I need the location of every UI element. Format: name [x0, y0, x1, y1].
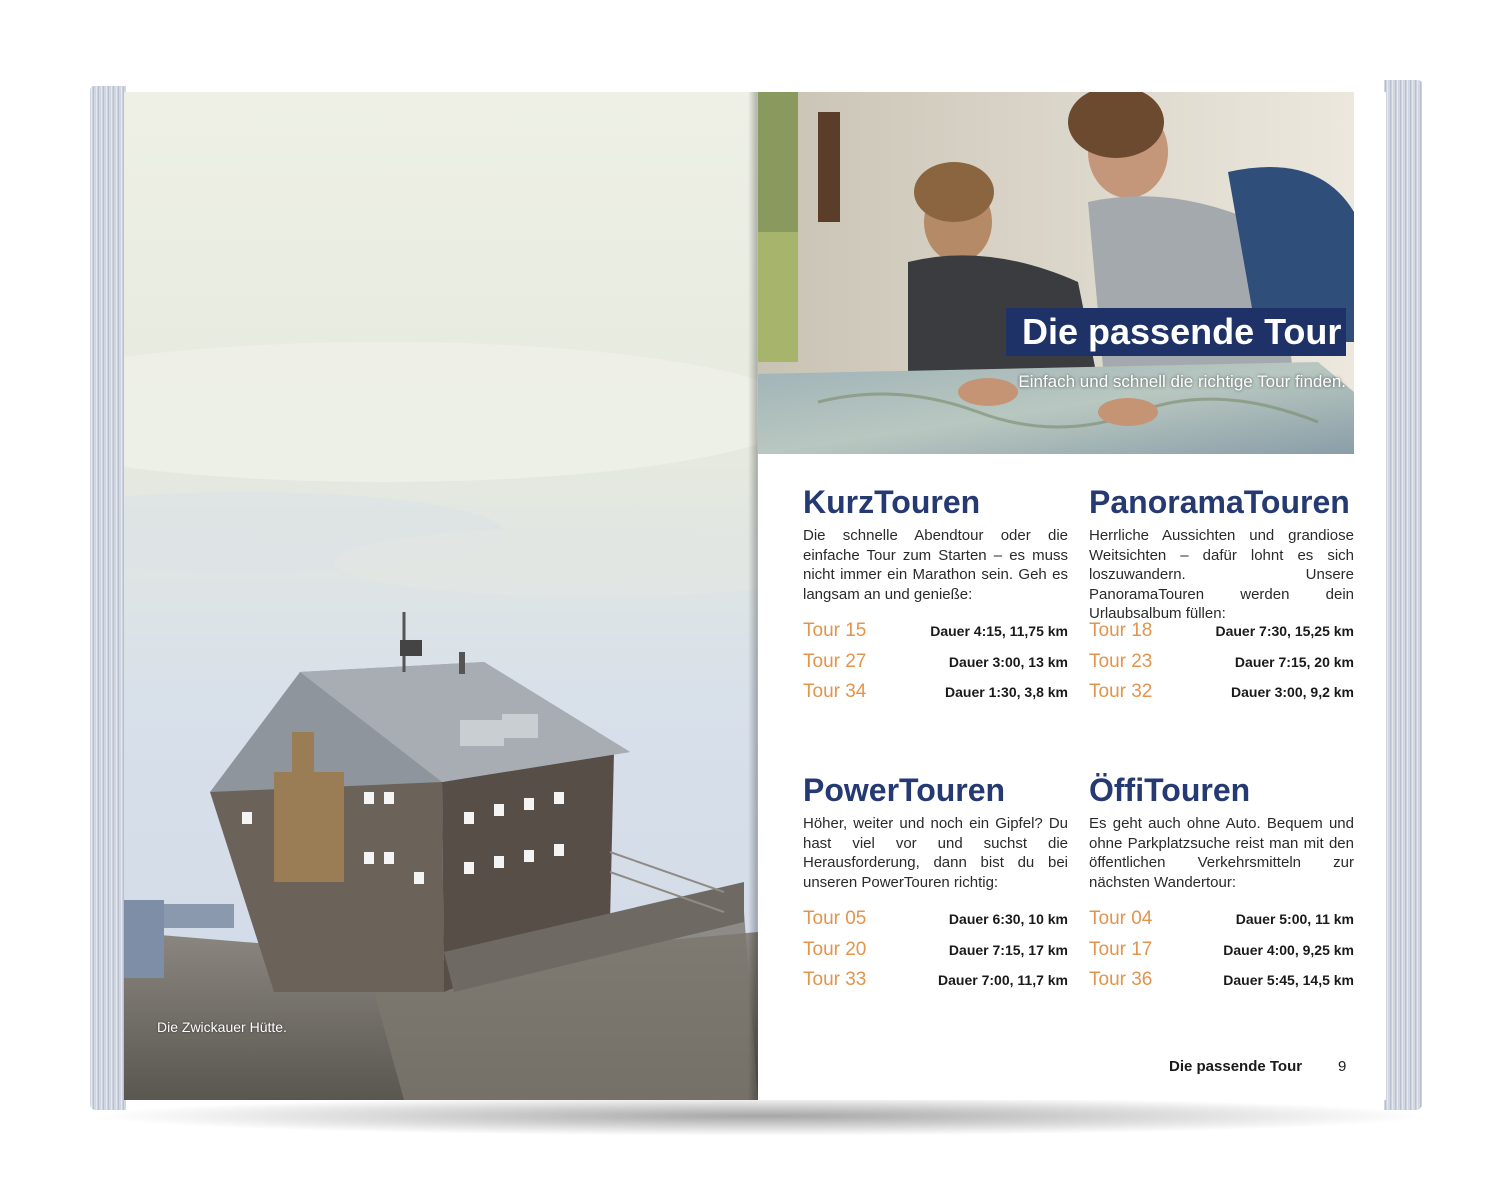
tour-row: [1089, 620, 1354, 651]
tour-info: Dauer 5:45, 14,5 km: [1223, 972, 1354, 988]
tour-row: [803, 908, 1068, 939]
hero-photo: [758, 92, 1354, 454]
section-text: Höher, weiter und noch ein Gipfel? Du hast viel vor und suchst die Herausforderung, dann bist du bei unseren PowerTouren richtig:: [803, 815, 1068, 891]
section-powertouren: [803, 770, 1068, 1000]
tour-row: [803, 939, 1068, 970]
tour-list: [803, 908, 1068, 1000]
tour-info: Dauer 3:00, 9,2 km: [1231, 684, 1354, 700]
tour-name: Tour 18: [1089, 620, 1153, 641]
tour-name: Tour 04: [1089, 908, 1153, 929]
left-page-edges: [90, 86, 126, 1110]
tour-info: Dauer 4:15, 11,75 km: [930, 623, 1068, 639]
tour-info: Dauer 1:30, 3,8 km: [945, 684, 1068, 700]
tour-row: [1089, 681, 1354, 712]
photo-caption: Die Zwickauer Hütte.: [157, 1019, 287, 1035]
mountain-hut-image: [124, 92, 758, 1100]
section-text: Es geht auch ohne Auto. Bequem und ohne Parkplatzsuche reist man mit den öffentlichen Verkehrsmitteln zur nächsten Wandertour:: [1089, 815, 1354, 891]
tour-row: [803, 681, 1068, 712]
section-panoramatouren: [1089, 482, 1354, 712]
section-text: Herrliche Aussichten und grandiose Weitsichten – dafür lohnt es sich loszuwandern. Unsere PanoramaTouren werden dein Urlaubsalbum füllen:: [1089, 527, 1354, 622]
page-title: Die passende Tour: [1006, 308, 1346, 356]
tour-info: Dauer 5:00, 11 km: [1235, 911, 1354, 927]
tour-info: Dauer 7:00, 11,7 km: [938, 972, 1068, 988]
tour-row: [1089, 969, 1354, 1000]
tour-list: [1089, 908, 1354, 1000]
tour-info: Dauer 7:15, 17 km: [948, 941, 1068, 958]
tour-info: Dauer 3:00, 13 km: [948, 653, 1068, 670]
tour-info: Dauer 6:30, 10 km: [948, 911, 1068, 927]
tour-list: [1089, 620, 1354, 712]
hikers-with-map-image: [758, 92, 1354, 454]
running-footer-title: Die passende Tour: [1169, 1058, 1303, 1075]
tour-info: Dauer 7:30, 15,25 km: [1215, 623, 1354, 639]
tour-name: Tour 23: [1089, 650, 1153, 672]
tour-name: Tour 34: [803, 681, 867, 702]
section-kurztouren: [803, 482, 1068, 712]
section-heading: PowerTouren: [803, 772, 1006, 808]
book-shadow: [92, 1096, 1432, 1136]
tour-name: Tour 32: [1089, 681, 1153, 702]
section-text: Die schnelle Abendtour oder die einfache Tour zum Starten – es muss nicht immer ein Marathon sein. Geh es langsam an und genieße:: [803, 527, 1068, 603]
section-heading: PanoramaTouren: [1089, 484, 1350, 520]
page-number: 9: [1338, 1058, 1347, 1075]
page-subtitle: Einfach und schnell die richtige Tour finden.: [1018, 372, 1346, 391]
tour-row: [803, 651, 1068, 682]
tour-name: Tour 15: [803, 620, 867, 641]
section-heading: ÖffiTouren: [1089, 772, 1251, 808]
tour-row: [1089, 939, 1354, 970]
section-heading: KurzTouren: [803, 484, 981, 520]
tour-row: [1089, 651, 1354, 682]
tour-name: Tour 33: [803, 969, 867, 990]
tour-info: Dauer 7:15, 20 km: [1234, 653, 1354, 670]
left-page-photo: [124, 92, 758, 1100]
tour-name: Tour 17: [1089, 938, 1153, 960]
right-page: [758, 92, 1386, 1100]
tour-row: [1089, 908, 1354, 939]
tour-info: Dauer 4:00, 9,25 km: [1223, 941, 1354, 958]
right-page-edges: [1384, 80, 1422, 1110]
tour-name: Tour 20: [803, 938, 867, 960]
tour-name: Tour 27: [803, 650, 867, 672]
tour-list: [803, 620, 1068, 712]
tour-name: Tour 05: [803, 908, 867, 929]
tour-row: [803, 620, 1068, 651]
section-oeffitouren: [1089, 770, 1354, 1000]
tour-row: [803, 969, 1068, 1000]
tour-name: Tour 36: [1089, 969, 1153, 990]
